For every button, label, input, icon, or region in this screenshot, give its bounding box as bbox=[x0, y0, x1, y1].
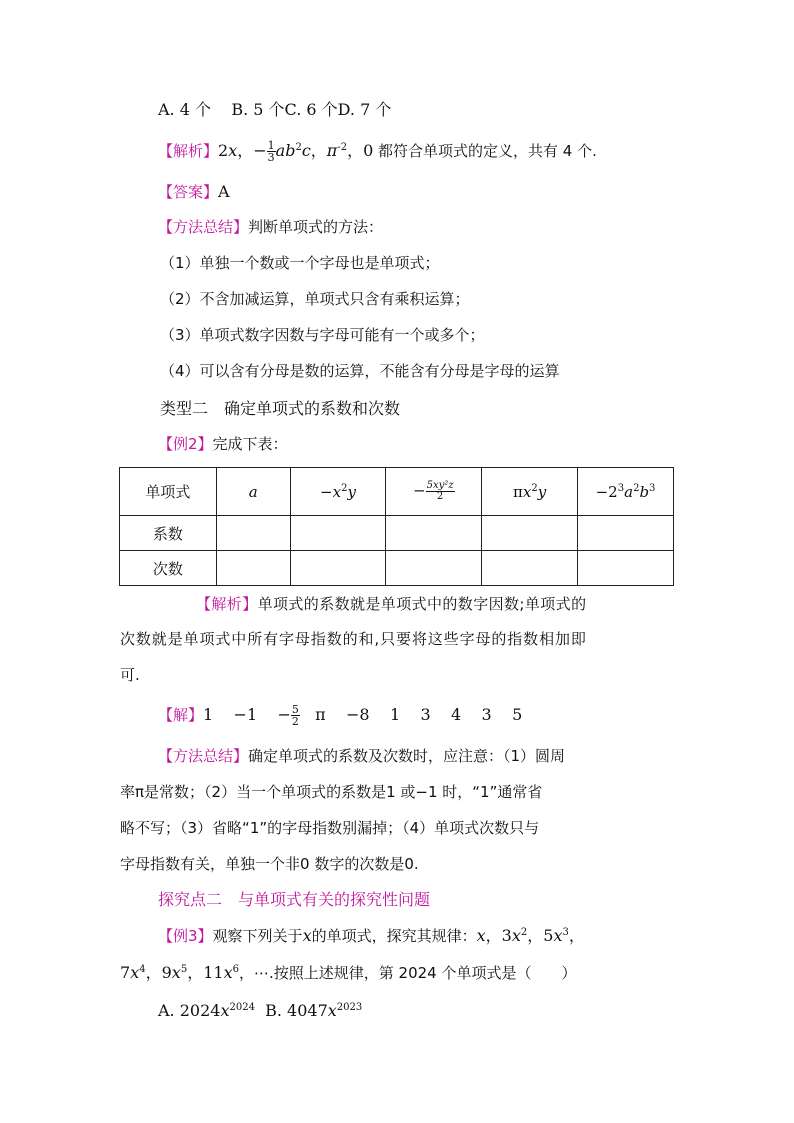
empty-cell bbox=[216, 551, 290, 586]
option-b: B. 5 个 bbox=[231, 100, 285, 119]
type-two-heading: 类型二 确定单项式的系数和次数 bbox=[160, 399, 401, 418]
table-row bbox=[120, 516, 674, 551]
method-tag: 【方法总结】 bbox=[158, 218, 249, 236]
method-2-tag: 【方法总结】 bbox=[158, 747, 249, 765]
option-d: D. 7 个 bbox=[337, 100, 392, 119]
method-summary-1: 【方法总结】判断单项式的方法： bbox=[158, 218, 384, 236]
empty-cell bbox=[578, 516, 674, 551]
empty-cell bbox=[216, 516, 290, 551]
empty-cell bbox=[290, 551, 386, 586]
empty-cell bbox=[386, 516, 482, 551]
method-point-4: （4）可以含有分母是数的运算，不能含有分母是字母的运算 bbox=[160, 362, 560, 380]
method-point-2: （2）不含加减运算，单项式只含有乘积运算； bbox=[160, 290, 470, 308]
answer-tag: 【答案】 bbox=[158, 183, 219, 201]
row-header-coefficient: 系数 bbox=[120, 516, 217, 551]
empty-cell bbox=[290, 516, 386, 551]
method-summary-2-line-1: 【方法总结】确定单项式的系数及次数时，应注意：（1）圆周 bbox=[158, 747, 566, 765]
row-header-degree: 次数 bbox=[120, 551, 217, 586]
table-row bbox=[120, 468, 674, 516]
option-a: A. 4 个 bbox=[158, 100, 211, 119]
method-summary-2-line-4: 字母指数有关，单独一个非0 数字的次数是0. bbox=[120, 855, 419, 873]
cell-monomial-1: a bbox=[216, 468, 290, 516]
option-3b: B. $4047x^{2023}$ bbox=[265, 1001, 363, 1020]
fraction-one-third: $\frac{1}{3}$ bbox=[267, 139, 275, 164]
empty-cell bbox=[386, 551, 482, 586]
table-row bbox=[120, 551, 674, 586]
method-summary-2-line-2: 率π是常数；（2）当一个单项式的系数是1 或−1 时，“1”通常省 bbox=[120, 783, 543, 801]
answer-value: A bbox=[218, 182, 230, 201]
cell-monomial-3: − $\frac{\text{5xy²z}}{2}$ bbox=[386, 468, 482, 516]
option-c: C. 6 个 bbox=[284, 100, 338, 119]
cell-monomial-2: $-x^2y$ bbox=[290, 468, 386, 516]
analysis-1: 【解析】2x，− $\frac{1}{3}$ $ab^2c$，$\pi^{-2}$，0 都符合单项式的定义，共有 4 个. bbox=[158, 139, 597, 164]
method-point-1: （1）单独一个数或一个字母也是单项式； bbox=[160, 254, 440, 272]
cell-monomial-5: $-2^3a^2b^3$ bbox=[578, 468, 674, 516]
example-3-line-2: $7x^4$，$9x^5$，$11x^6$，⋯.按照上述规律，第 2024 个单项式是（ ） bbox=[120, 963, 577, 982]
cell-monomial-4: $\pi x^2y$ bbox=[482, 468, 578, 516]
answer-1 bbox=[158, 181, 230, 203]
options-row-3 bbox=[158, 1000, 362, 1022]
analysis-2-line-3: 可. bbox=[120, 666, 140, 684]
empty-cell bbox=[482, 516, 578, 551]
analysis-2-tag: 【解析】 bbox=[196, 595, 258, 613]
options-row-1 bbox=[158, 99, 391, 121]
method-point-3: （3）单项式数字因数与字母可能有一个或多个； bbox=[160, 326, 485, 344]
monomial-table bbox=[119, 467, 674, 586]
analysis-2-line-1: 【解析】单项式的系数就是单项式中的数字因数;单项式的 bbox=[196, 595, 587, 613]
analysis-tag: 【解析】 bbox=[158, 142, 219, 160]
solution-2: 【解】1 −1 − $\frac{5}{2}$ π −8 1 3 4 3 5 bbox=[158, 703, 523, 728]
explore-two-heading: 探究点二 与单项式有关的探究性问题 bbox=[158, 890, 431, 909]
example-3-tag: 【例3】 bbox=[158, 927, 213, 945]
row-header-monomial: 单项式 bbox=[120, 468, 217, 516]
empty-cell bbox=[482, 551, 578, 586]
example-2: 【例2】完成下表： bbox=[158, 435, 288, 453]
example-3-line-1: 【例3】观察下列关于x的单项式，探究其规律：x，$3x^2$，$5x^3$， bbox=[158, 926, 585, 945]
analysis-2-line-2: 次数就是单项式中所有字母指数的和,只要将这些字母的指数相加即 bbox=[120, 630, 587, 648]
method-summary-2-line-3: 略不写；（3）省略“1”的字母指数别漏掉；（4）单项式次数只与 bbox=[120, 819, 540, 837]
empty-cell bbox=[578, 551, 674, 586]
solution-tag: 【解】 bbox=[158, 706, 204, 724]
example-2-tag: 【例2】 bbox=[158, 435, 213, 453]
option-3a: A. $2024x^{2024}$ bbox=[158, 1001, 255, 1020]
